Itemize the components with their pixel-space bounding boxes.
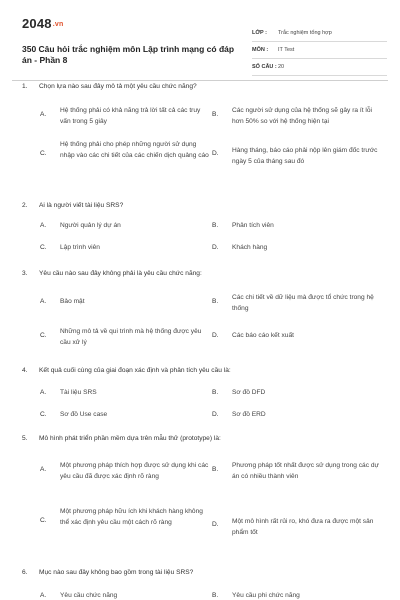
option-letter: A. — [40, 222, 47, 229]
option-letter: B. — [212, 222, 219, 229]
option-text: Sơ đồ Use case — [60, 411, 108, 418]
option-letter: C. — [40, 150, 47, 157]
option-letter: A. — [40, 111, 47, 118]
question-number: 1. — [22, 83, 28, 90]
question-prompt: Ai là người viết tài liệu SRS? — [39, 202, 124, 209]
option-letter: D. — [212, 332, 219, 339]
question-prompt: Kết quả cuối cùng của giai đoạn xác định và phân tích yêu cầu là: — [39, 367, 231, 374]
option-letter: D. — [212, 150, 219, 157]
option-letter: D. — [212, 521, 219, 528]
meta-label: MÔN : — [252, 47, 269, 53]
option-letter: B. — [212, 298, 219, 305]
option-text: Yêu cầu phi chức năng — [232, 592, 300, 599]
option-text: Yêu cầu chức năng — [60, 592, 118, 599]
option-letter: C. — [40, 411, 47, 418]
option-letter: D. — [212, 411, 219, 418]
option-letter: A. — [40, 466, 47, 473]
question-prompt: Yêu cầu nào sau đây không phải là yêu cầu chức năng: — [39, 270, 202, 277]
meta-row-subject — [252, 45, 387, 59]
option-letter: C. — [40, 332, 47, 339]
option-text: Những mô tả về qui trình mà hệ thống được yêu cầu xử lý — [60, 328, 202, 346]
option-text: Người quản lý dự án — [60, 222, 121, 229]
document-header — [22, 14, 382, 76]
meta-value: IT Test — [278, 47, 295, 53]
option-text: Lập trình viên — [60, 244, 100, 251]
meta-row-class — [252, 28, 387, 42]
option-letter: B. — [212, 389, 219, 396]
option-text: Tài liệu SRS — [60, 389, 97, 396]
question-number: 3. — [22, 270, 28, 277]
site-logo[interactable] — [22, 16, 63, 31]
option-letter: C. — [40, 517, 47, 524]
logo-domain: .vn — [52, 21, 64, 28]
meta-row-count — [252, 62, 387, 76]
option-text: Các báo cáo kết xuất — [232, 332, 294, 339]
option-text: Sơ đồ ERD — [232, 411, 266, 418]
question-text — [22, 569, 193, 576]
question-prompt: Mô hình phát triển phần mềm dựa trên mẫu thử (prototype) là: — [39, 435, 221, 442]
meta-value: 20 — [278, 64, 285, 70]
option-text: Hệ thống phải cho phép những người sử dụng nhập vào các chi tiết của các chiến dịch quảng cáo — [60, 141, 209, 159]
header-divider — [12, 80, 388, 81]
option-text: Các chi tiết về dữ liệu mà được tổ chức trong hệ thống — [232, 294, 374, 312]
question-prompt: Chọn lựa nào sau đây mô tả một yêu cầu chức năng? — [39, 83, 197, 90]
option-letter: D. — [212, 244, 219, 251]
question-text — [22, 367, 231, 374]
option-text: Khách hàng — [232, 244, 268, 251]
option-letter: A. — [40, 298, 47, 305]
question-prompt: Mục nào sau đây không bao gồm trong tài liệu SRS? — [39, 569, 194, 576]
document-title: 350 Câu hỏi trắc nghiệm môn Lập trình mạng có đáp án - Phần 8 — [22, 44, 235, 65]
option-text: Phương pháp tốt nhất được sử dụng trong các dự án có nhiều thành viên — [232, 462, 379, 480]
option-text: Một phương pháp hữu ích khi khách hàng không thể xác định yêu cầu một cách rõ ràng — [60, 508, 203, 526]
document-meta — [252, 28, 387, 79]
meta-value: Trắc nghiệm tổng hợp — [278, 30, 332, 36]
option-text: Phân tích viên — [232, 222, 274, 229]
option-letter: B. — [212, 111, 219, 118]
meta-label: SỐ CÂU : — [252, 64, 277, 70]
option-text: Một mô hình rất rủi ro, khó đưa ra được một sản phẩm tốt — [232, 518, 374, 536]
question-text — [22, 202, 123, 209]
question-number: 4. — [22, 367, 28, 374]
question-number: 5. — [22, 435, 28, 442]
question-text — [22, 435, 221, 442]
option-text: Sơ đồ DFD — [232, 389, 266, 396]
question-number: 2. — [22, 202, 28, 209]
option-letter: A. — [40, 592, 47, 599]
option-text: Hệ thống phải có khả năng trả lời tất cả các truy vấn trong 5 giây — [60, 107, 201, 125]
option-letter: A. — [40, 389, 47, 396]
logo-text: 2048 — [22, 16, 52, 31]
question-number: 6. — [22, 569, 28, 576]
question-text — [22, 83, 197, 90]
option-letter: B. — [212, 592, 219, 599]
option-text: Bảo mật — [60, 298, 85, 305]
question-text — [22, 270, 202, 277]
option-text: Một phương pháp thích hợp được sử dụng khi các yêu cầu đã được xác định rõ ràng — [60, 462, 209, 480]
option-letter: C. — [40, 244, 47, 251]
option-letter: B. — [212, 466, 219, 473]
option-text: Các người sử dụng của hệ thống sẽ gây ra ít lỗi hơn 50% so với hệ thống hiện tại — [232, 107, 372, 125]
option-text: Hàng tháng, báo cáo phải nộp lên giám đốc trước ngày 5 của tháng sau đó — [232, 147, 378, 165]
meta-label: LỚP : — [252, 30, 267, 36]
